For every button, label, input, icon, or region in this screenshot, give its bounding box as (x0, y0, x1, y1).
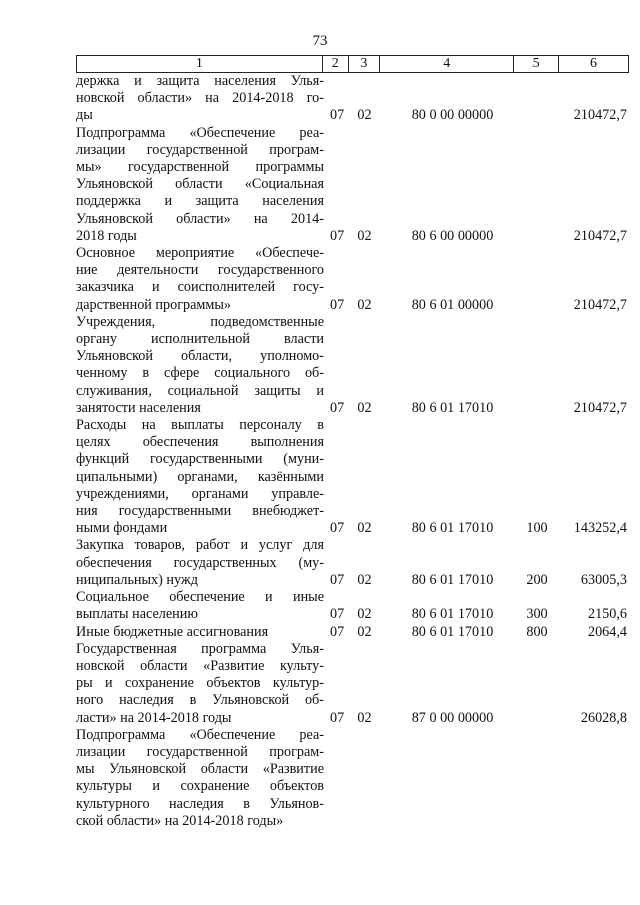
description-line: культуры и сохранение объектов (76, 778, 324, 795)
description-line: новской области» на 2014-2018 го- (76, 90, 324, 107)
description-line: дарственной программы» (76, 296, 232, 313)
amount: 63005,3 (580, 571, 627, 588)
table-row (76, 125, 629, 245)
description-line: Расходы на выплаты персоналу в (76, 417, 324, 434)
amount: 210472,7 (573, 227, 627, 244)
amount: 210472,7 (573, 107, 627, 124)
description-line: ного наследия в Ульяновской об- (76, 692, 324, 709)
section-code: 07 (330, 520, 345, 537)
description-line: Социальное обеспечение и иные (76, 589, 324, 606)
subsection-code: 02 (357, 709, 372, 726)
description-line: занятости населения (76, 399, 201, 416)
row-description (76, 589, 324, 623)
description-line: заказчика и соисполнителей госу- (76, 279, 324, 296)
table-row (76, 727, 629, 830)
table-row (76, 245, 629, 314)
table-row (76, 537, 629, 589)
description-line: органу исполнительной власти (76, 331, 324, 348)
description-line: новской области «Развитие культу- (76, 657, 324, 674)
description-line: Подпрограмма «Обеспечение реа- (76, 726, 324, 743)
section-code: 07 (330, 606, 345, 623)
table-row (76, 624, 629, 641)
description-line: Закупка товаров, работ и услуг для (76, 537, 324, 554)
description-line: выплаты населению (76, 606, 198, 623)
subsection-code: 02 (357, 296, 372, 313)
target-article-code: 80 6 01 17010 (411, 520, 494, 537)
header-col-2: 2 (323, 56, 349, 72)
description-line: Ульяновской области» на 2014- (76, 210, 324, 227)
row-description (76, 641, 324, 727)
description-line: ченному в сфере социального об- (76, 365, 324, 382)
description-line: Иные бюджетные ассигнования (76, 623, 269, 640)
row-description (76, 537, 324, 589)
description-line: Ульяновской области «Социальная (76, 176, 324, 193)
description-line: лизации государственной програм- (76, 743, 324, 760)
row-description (76, 417, 324, 537)
target-article-code: 80 0 00 00000 (411, 107, 494, 124)
description-line: мы» государственной программы (76, 159, 324, 176)
row-description (76, 727, 324, 830)
description-line: ния государственными внебюджет- (76, 503, 324, 520)
amount: 2064,4 (587, 623, 627, 640)
description-line: ниципальных) нужд (76, 571, 198, 588)
amount: 143252,4 (573, 520, 627, 537)
header-col-6: 6 (589, 56, 597, 71)
description-line: мы Ульяновской области «Развитие (76, 761, 324, 778)
description-line: учреждениями, органами управле- (76, 485, 324, 502)
section-code: 07 (330, 709, 345, 726)
target-article-code: 80 6 01 17010 (411, 571, 494, 588)
section-code: 07 (330, 296, 345, 313)
subsection-code: 02 (357, 606, 372, 623)
target-article-code: 80 6 01 00000 (411, 296, 494, 313)
description-line: ры и сохранение объектов культур- (76, 675, 324, 692)
description-line: держка и защита населения Улья- (76, 73, 324, 89)
section-code (324, 813, 349, 830)
description-line: ными фондами (76, 520, 168, 537)
target-article-code: 80 6 01 17010 (411, 623, 494, 640)
table-row (76, 314, 629, 417)
amount: 26028,8 (580, 709, 627, 726)
subsection-code: 02 (357, 227, 372, 244)
amount: 2150,6 (587, 606, 627, 623)
description-line: Государственная программа Улья- (76, 640, 324, 657)
table-header (76, 55, 629, 73)
row-description (76, 314, 324, 417)
amount: 210472,7 (573, 296, 627, 313)
table-row (76, 641, 629, 727)
description-line: Учреждения, подведомственные (76, 313, 324, 330)
target-article-code: 80 6 00 00000 (411, 227, 494, 244)
subsection-code: 02 (357, 107, 372, 124)
subsection-code: 02 (357, 623, 372, 640)
subsection-code: 02 (357, 399, 372, 416)
expense-type-code: 300 (526, 606, 548, 623)
description-line: целях обеспечения выполнения (76, 434, 324, 451)
table-row (76, 417, 629, 537)
description-line: Подпрограмма «Обеспечение реа- (76, 124, 324, 141)
target-article-code: 80 6 01 17010 (411, 399, 494, 416)
expense-type-code: 100 (526, 520, 548, 537)
description-line: служивания, социальной защиты и (76, 382, 324, 399)
table-body (76, 73, 629, 830)
description-line: обеспечения государственных (му- (76, 554, 324, 571)
row-description (76, 624, 324, 641)
target-article-code: 80 6 01 17010 (411, 606, 494, 623)
row-description (76, 73, 324, 125)
target-article-code: 87 0 00 00000 (411, 709, 494, 726)
description-line: функций государственными (муни- (76, 451, 324, 468)
section-code: 07 (330, 107, 345, 124)
expense-type-code: 800 (526, 623, 548, 640)
description-line: ние деятельности государственного (76, 262, 324, 279)
description-line: Ульяновской области, уполномо- (76, 348, 324, 365)
header-col-4: 4 (380, 56, 514, 72)
section-code: 07 (330, 623, 345, 640)
header-col-1: 1 (77, 56, 323, 72)
header-col-5: 5 (514, 56, 558, 72)
page-number: 73 (312, 33, 328, 49)
description-line: поддержка и защита населения (76, 193, 324, 210)
amount: 210472,7 (573, 399, 627, 416)
row-description (76, 125, 324, 245)
budget-table (76, 55, 629, 830)
description-line: лизации государственной програм- (76, 141, 324, 158)
description-line: ды (76, 107, 93, 124)
description-line: Основное мероприятие «Обеспече- (76, 245, 324, 262)
description-line: ской области» на 2014-2018 годы» (76, 812, 284, 829)
expense-type-code: 200 (526, 571, 548, 588)
header-col-3: 3 (349, 56, 381, 72)
section-code: 07 (330, 571, 345, 588)
table-row (76, 589, 629, 623)
table-row (76, 73, 629, 125)
description-line: ласти» на 2014-2018 годы (76, 709, 232, 726)
description-line: 2018 годы (76, 227, 137, 244)
section-code: 07 (330, 227, 345, 244)
description-line: ципальными) органами, казёнными (76, 468, 324, 485)
row-description (76, 245, 324, 314)
subsection-code: 02 (357, 520, 372, 537)
description-line: культурного наследия в Ульянов- (76, 795, 324, 812)
section-code: 07 (330, 399, 345, 416)
subsection-code: 02 (357, 571, 372, 588)
